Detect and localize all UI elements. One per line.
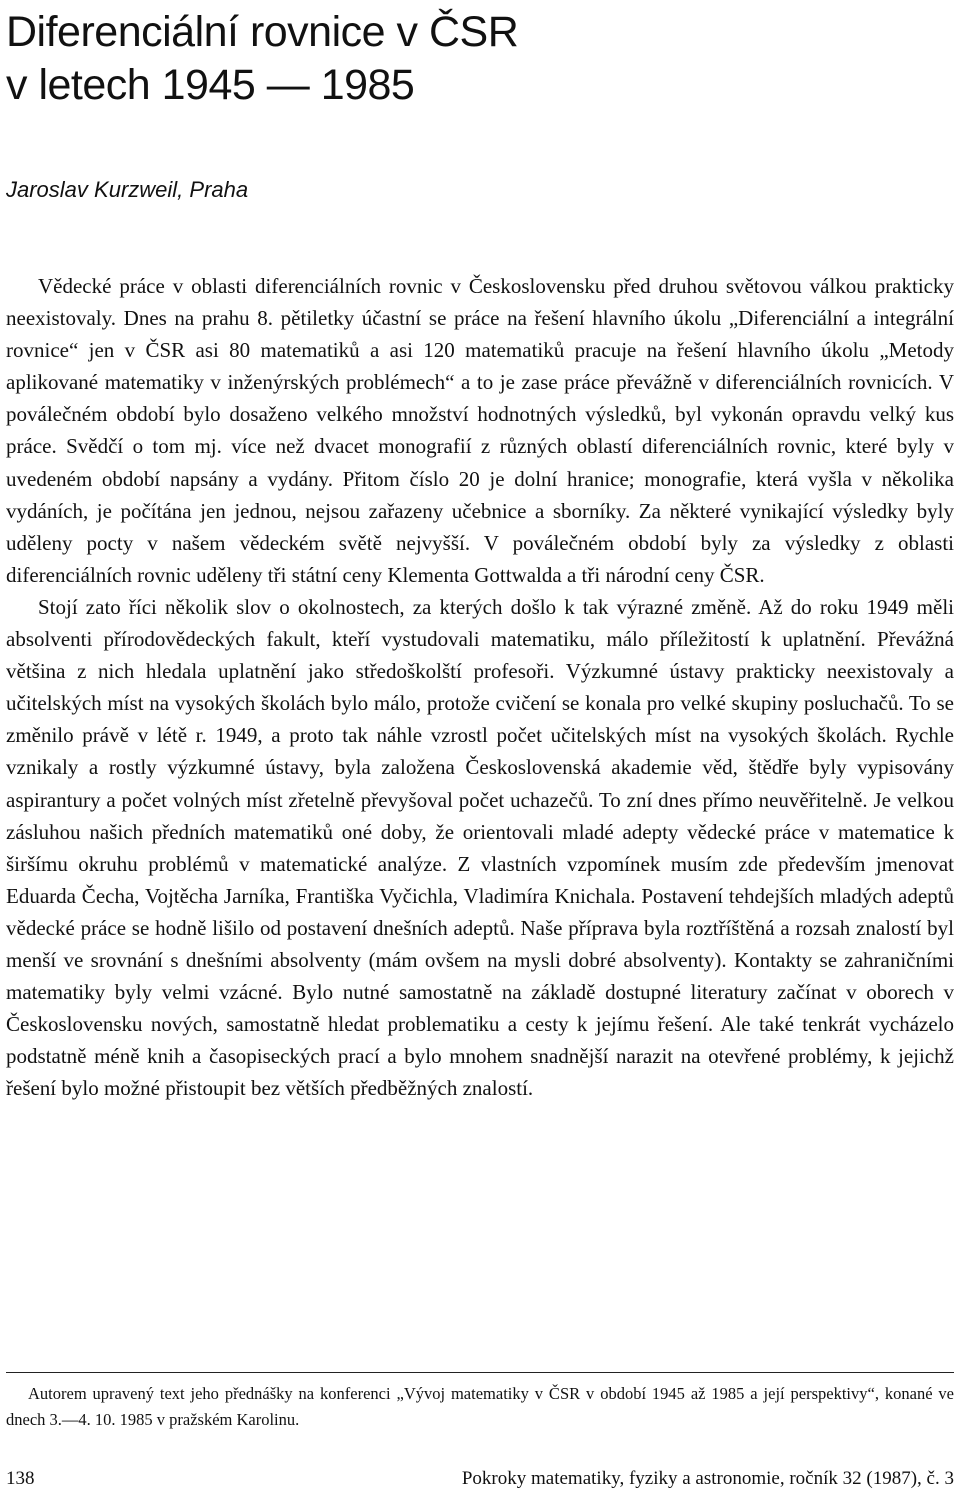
page-number: 138 (6, 1468, 35, 1489)
article-page (6, 0, 954, 1502)
title-line-1: Diferenciální rovnice v ČSR (6, 8, 519, 56)
paragraph-1: Vědecké práce v oblasti diferenciálních rovnic v Československu před druhou světovou válkou prakticky neexistovaly. Dnes na prahu 8. pětiletky účastní se práce na řešení hlavního úkolu „Diferenciální a integrální rovnice“ jen v ČSR asi 80 matematiků a asi 120 matematiků pracuje na řešení hlavního úkolu „Metody aplikované matematiky v inženýrských problémech“ a to je zase práce převážně v diferenciálních rovnicích. V poválečném období bylo dosaženo velkého množství hodnotných výsledků, byl vykonán opravdu velký kus práce. Svědčí o tom mj. více než dvacet monografií z různých oblastí diferenciálních rovnic, které byly v uvedeném období napsány a vydány. Přitom číslo 20 je dolní hranice; monografie, která vyšla v několika vydáních, je počítána jen jednou, nejsou zařazeny učebnice a sborníky. Za některé vynikající výsledky byly uděleny pocty v našem vědeckém světě nejvyšší. V poválečném období byly za výsledky z oblasti diferenciálních rovnic uděleny tři státní ceny Klementa Gottwalda a tři národní ceny ČSR. (6, 274, 954, 587)
footnote: Autorem upravený text jeho přednášky na konferenci „Vývoj matematiky v ČSR v období 1945 až 1985 a její perspektivy“, konané ve dnech 3.—4. 10. 1985 v pražském Karolinu. (6, 1384, 954, 1429)
footnote-divider (6, 1372, 954, 1373)
author-line: Jaroslav Kurzweil, Praha (6, 177, 249, 202)
article-title (6, 6, 518, 112)
paragraph-2: Stojí zato říci několik slov o okolnostech, za kterých došlo k tak výrazné změně. Až do roku 1949 měli absolventi přírodovědeckých fakult, kteří vystudovali matematiku, málo příležitostí k uplatnění. Převážná většina z nich hledala uplatnění jako středoškolští profesoři. Výzkumné ústavy prakticky neexistovaly a učitelských míst na vysokých školách bylo málo, protože cvičení se konala pro velké skupiny posluchačů. To se změnilo právě v létě r. 1949, a proto tak náhle vzrostl počet učitelských míst na vysokých školách. Rychle vznikaly a rostly výzkumné ústavy, byla založena Československá akademie věd, štědře byly vypisovány aspirantury a počet volných míst zřetelně převyšoval počet uchazečů. To zní dnes přímo neuvěřitelně. Je velkou zásluhou našich předních matematiků oné doby, že orientovali mladé adepty vědecké práce v matematice k širšímu okruhu problémů v matematické analýze. Z vlastních vzpomínek musím zde především jmenovat Eduarda Čecha, Vojtěcha Jarníka, Františka Vyčichla, Vladimíra Knichala. Postavení tehdejších mladých adeptů vědecké práce se hodně lišilo od postavení dnešních adeptů. Naše příprava byla roztříštěná a rozsah znalostí byl menší ve srovnání s dnešními absolventy (mám ovšem na mysli dobré absolventy). Kontakty se zahraničními matematiky byly velmi vzácné. Bylo nutné samostatně na základě dostupné literatury začínat v oborech v Československu nových, samostatně hledat problematiku a cesty k jejímu řešení. Ale také tenkrát vycházelo podstatně méně knih a časopiseckých prací a bylo mnohem snadnější narazit na otevřené problémy, k jejichž řešení bylo možné přistoupit bez větších předběžných znalostí. (6, 594, 954, 1101)
journal-citation: Pokroky matematiky, fyziky a astronomie, ročník 32 (1987), č. 3 (461, 1468, 954, 1489)
title-line-2: v letech 1945 — 1985 (6, 61, 415, 109)
article-body (6, 270, 954, 1104)
